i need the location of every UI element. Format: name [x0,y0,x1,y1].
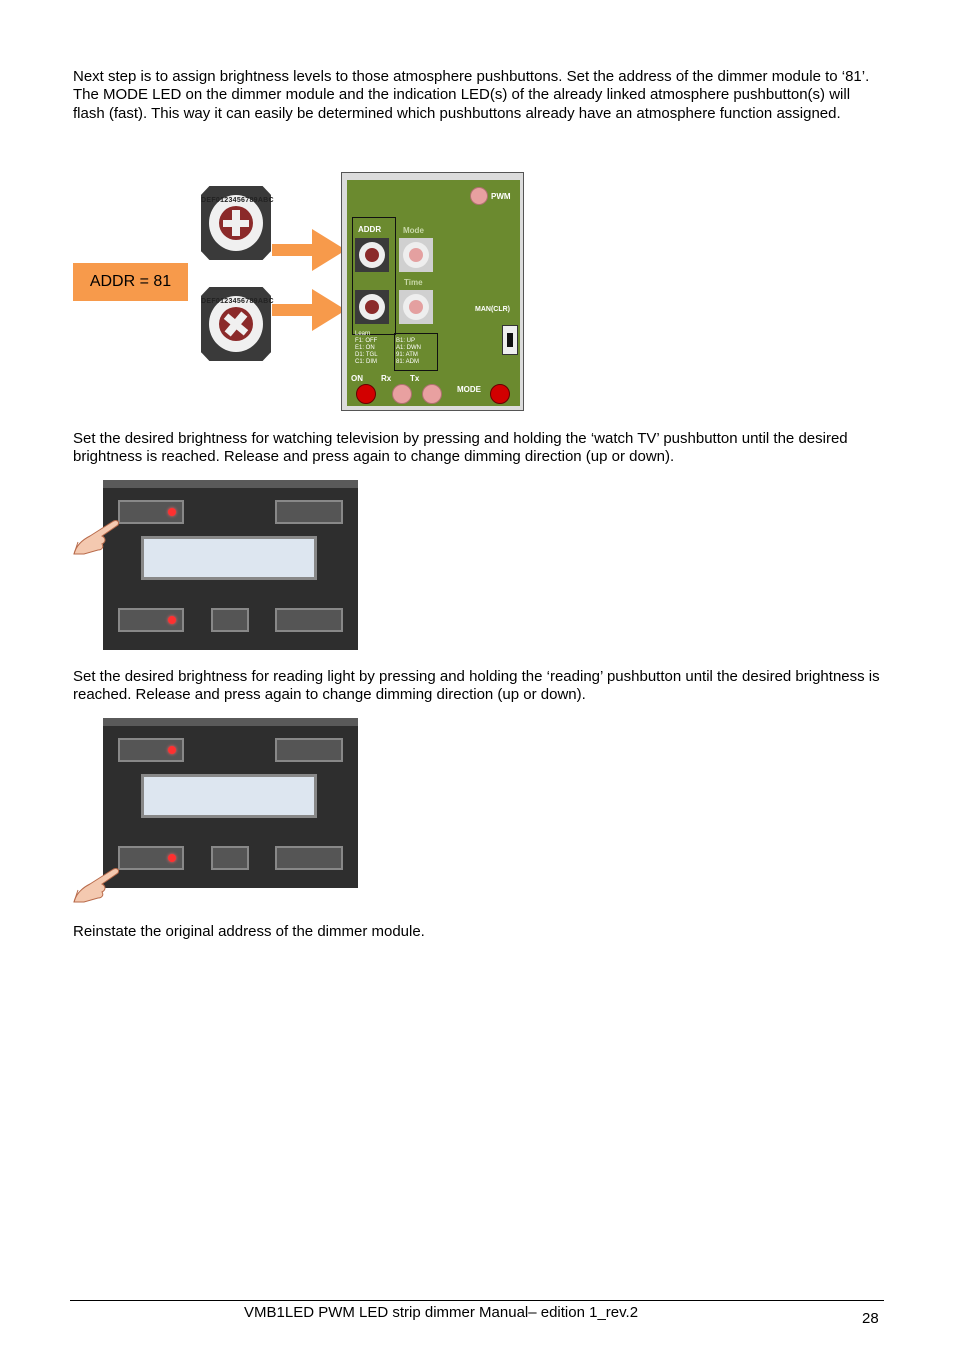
tx-label: Tx [410,374,420,383]
indicator-led [168,854,176,862]
on-led [356,384,376,404]
learn-item: Learn [355,331,371,337]
keypad-panel-watch-tv [103,480,358,650]
pushbutton-middle[interactable] [211,846,249,870]
tx-led [422,384,442,404]
footer-divider [70,1300,884,1301]
rotary-digits: DEF0123456789ABC [201,197,274,204]
pushbutton-watch-tv[interactable] [118,500,184,524]
pushbutton-reading[interactable] [118,608,184,632]
pushbutton-top-right[interactable] [275,738,343,762]
pushbutton-bottom-right[interactable] [275,608,343,632]
addr-callout: ADDR = 81 [73,263,188,301]
learn-item: 91: ATM [396,352,418,358]
keypad-panel-reading [103,718,358,888]
learn-item: D1: TGL [355,352,378,358]
learn-item: A1: DWN [396,345,422,351]
addr-low-rotary [355,290,389,324]
pointing-hand-icon [72,860,124,904]
pushbutton-middle[interactable] [211,608,249,632]
page-number: 28 [862,1310,879,1327]
paragraph-reading: Set the desired brightness for reading light by pressing and holding the ‘reading’ pushbutton until the desired brightness is reached. Release and press again to change dimming direction (up or down). [73,668,880,704]
learn-item: B1: UP [396,338,416,344]
time-rotary [399,290,433,324]
addr-high-rotary [355,238,389,272]
rx-label: Rx [381,374,392,383]
pushbutton-bottom-right[interactable] [275,846,343,870]
pwm-label: PWM [491,192,511,201]
dimmer-module [341,172,524,411]
learn-list-right [396,338,421,366]
indicator-led [168,508,176,516]
lcd-display [141,536,317,580]
time-label: Time [404,278,423,287]
addr-label: ADDR [358,225,382,234]
paragraph-watch-tv: Set the desired brightness for watching television by pressing and holding the ‘watch TV’ pushbutton until the desired brightness is reached. Release and press again to change dimming direction (up or down). [73,430,848,466]
mode-label: Mode [403,226,424,235]
mode-button-label: MODE [457,385,481,394]
man-clr-switch [502,325,518,355]
learn-item: E1: ON [355,345,375,351]
rotary-switch-high [201,186,274,260]
arrow-right-icon [272,289,348,331]
pushbutton-reading[interactable] [118,846,184,870]
learn-list-left [355,331,378,366]
footer-title: VMB1LED PWM LED strip dimmer Manual– edition 1_rev.2 [244,1304,639,1321]
mode-rotary [399,238,433,272]
module-pcb [347,180,520,406]
pushbutton-watch-tv[interactable] [118,738,184,762]
indicator-led [168,616,176,624]
rotary-switch-low [201,287,274,361]
rx-led [392,384,412,404]
rotary-digits: DEF0123456789ABC [201,298,274,305]
paragraph-reinstate: Reinstate the original address of the dimmer module. [73,923,425,940]
lcd-display [141,774,317,818]
pointing-hand-icon [72,512,124,556]
indicator-led [168,746,176,754]
arrow-right-icon [272,229,348,271]
paragraph-intro: Next step is to assign brightness levels to those atmosphere pushbuttons. Set the address of the dimmer module to ‘81’. The MODE LED on the dimmer module and the indication LED(s) of the already linked atmosphere pushbutton(s) will flash (fast). This way it can easily be determined which pushbuttons already have an atmosphere function assigned. [73,68,870,122]
learn-item: C1: DIM [355,359,378,365]
man-clr-label: MAN(CLR) [475,306,510,313]
pushbutton-top-right[interactable] [275,500,343,524]
learn-item: F1: OFF [355,338,378,344]
mode-led [490,384,510,404]
on-label: ON [351,374,363,383]
learn-item: 81: ADM [396,359,420,365]
pwm-led [470,187,488,205]
